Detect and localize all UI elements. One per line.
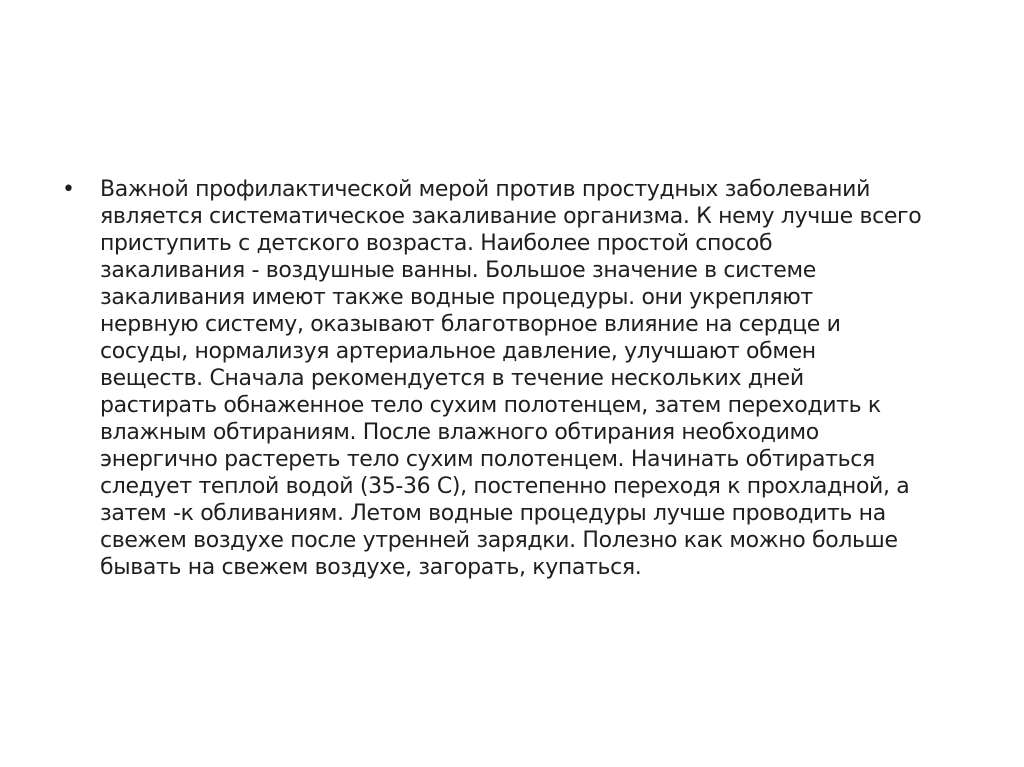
text-line: растирать обнаженное тело сухим полотенцем, затем переходить к — [100, 393, 881, 418]
text-line: закаливания - воздушные ванны. Большое значение в системе — [100, 258, 816, 283]
text-line: закаливания имеют также водные процедуры. они укрепляют — [100, 285, 813, 310]
text-line: следует теплой водой (35-36 С), постепенно переходя к прохладной, а — [100, 474, 910, 499]
bullet-text — [100, 176, 972, 581]
text-line: сосуды, нормализуя артериальное давление, улучшают обмен — [100, 339, 816, 364]
text-line: энергично растереть тело сухим полотенцем. Начинать обтираться — [100, 447, 875, 472]
slide-content — [62, 176, 972, 581]
text-line: затем -к обливаниям. Летом водные процедуры лучше проводить на — [100, 501, 886, 526]
text-line: является систематическое закаливание организма. К нему лучше всего — [100, 204, 922, 229]
text-line: веществ. Сначала рекомендуется в течение нескольких дней — [100, 366, 804, 391]
bullet-icon: • — [62, 177, 75, 202]
text-line: Важной профилактической мерой против простудных заболеваний — [100, 177, 871, 202]
bullet-item — [62, 176, 972, 581]
text-line: бывать на свежем воздухе, загорать, купаться. — [100, 555, 642, 580]
text-line: приступить с детского возраста. Наиболее простой способ — [100, 231, 773, 256]
text-line: свежем воздухе после утренней зарядки. Полезно как можно больше — [100, 528, 898, 553]
text-line: влажным обтираниям. После влажного обтирания необходимо — [100, 420, 819, 445]
text-line: нервную систему, оказывают благотворное влияние на сердце и — [100, 312, 841, 337]
